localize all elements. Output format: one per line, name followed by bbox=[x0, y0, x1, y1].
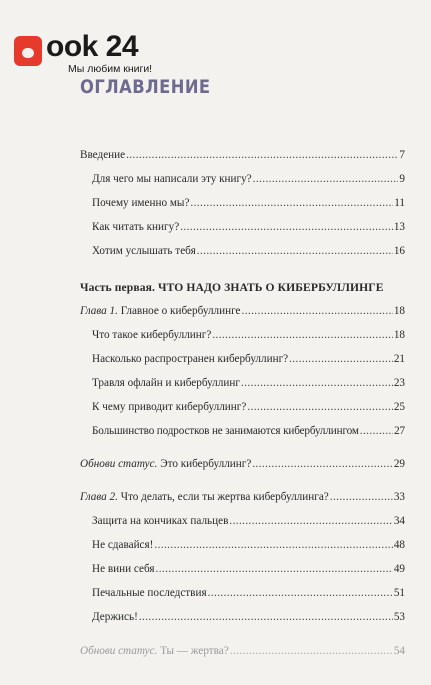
part-heading: Часть первая. ЧТО НАДО ЗНАТЬ О КИБЕРБУЛЛИНГЕ bbox=[80, 281, 384, 294]
toc-entry bbox=[80, 425, 405, 438]
chapter-title: Что делать, если ты жертва кибербуллинга? bbox=[117, 491, 329, 503]
toc-entry bbox=[80, 329, 405, 342]
toc-entry-title bbox=[80, 458, 251, 471]
leader-dots bbox=[212, 329, 392, 342]
toc-entry-title bbox=[80, 645, 229, 658]
toc-entry-page: 29 bbox=[393, 458, 405, 470]
toc-entry-title: Для чего мы написали эту книгу? bbox=[92, 173, 252, 185]
toc-entry-title: Большинство подростков не занимаются кибербуллингом bbox=[92, 425, 359, 437]
toc-entry bbox=[80, 587, 405, 600]
toc-entry bbox=[80, 401, 405, 414]
toc-entry-title: Защита на кончиках пальцев bbox=[92, 515, 229, 527]
toc-entry-page: 33 bbox=[393, 491, 405, 503]
toc-entry-chapter-1 bbox=[80, 305, 405, 318]
leader-dots bbox=[229, 515, 392, 528]
leader-dots bbox=[330, 491, 393, 504]
toc-entry bbox=[80, 377, 405, 390]
toc-entry-title: Травля офлайн и кибербуллинг bbox=[92, 377, 240, 389]
toc-entry bbox=[80, 611, 405, 624]
table-of-contents bbox=[80, 149, 405, 658]
toc-entry-page: 54 bbox=[393, 645, 405, 657]
toc-entry-title: Не вини себя bbox=[92, 563, 155, 575]
toc-entry-title bbox=[80, 305, 241, 318]
toc-entry-status-1 bbox=[80, 458, 405, 471]
toc-entry-title: Печальные последствия bbox=[92, 587, 207, 599]
toc-entry bbox=[80, 539, 405, 552]
toc-entry bbox=[80, 221, 405, 234]
status-label: Обнови статус. bbox=[80, 458, 158, 470]
toc-entry-title: Насколько распространен кибербуллинг? bbox=[92, 353, 289, 365]
toc-entry-page: 21 bbox=[393, 353, 405, 365]
toc-entry-page: 18 bbox=[393, 329, 405, 341]
toc-entry-page: 7 bbox=[399, 149, 405, 161]
toc-entry-title: Не сдавайся! bbox=[92, 539, 154, 551]
toc-entry bbox=[80, 197, 405, 210]
toc-entry-chapter-2 bbox=[80, 491, 405, 504]
toc-entry-page: 51 bbox=[393, 587, 405, 599]
leader-dots bbox=[253, 173, 399, 186]
leader-dots bbox=[156, 563, 393, 576]
toc-entry-page: 25 bbox=[393, 401, 405, 413]
logo-wordmark: ook 24 bbox=[46, 30, 139, 63]
toc-entry-page: 9 bbox=[399, 173, 405, 185]
toc-entry-title: Держись! bbox=[92, 611, 138, 623]
toc-entry-status-2 bbox=[80, 645, 405, 658]
toc-entry-page: 48 bbox=[393, 539, 405, 551]
leader-dots bbox=[242, 305, 393, 318]
leader-dots bbox=[289, 353, 393, 366]
toc-entry-page: 11 bbox=[394, 197, 405, 209]
toc-entry bbox=[80, 245, 405, 258]
chapter-label: Глава 2. bbox=[80, 491, 118, 503]
leader-dots bbox=[190, 197, 393, 210]
toc-entry bbox=[80, 173, 405, 186]
toc-entry-title bbox=[80, 491, 329, 504]
toc-entry-title: Введение bbox=[80, 149, 126, 161]
leader-dots bbox=[247, 401, 392, 414]
toc-entry-title: Хотим услышать тебя bbox=[92, 245, 196, 257]
toc-entry-page: 23 bbox=[393, 377, 405, 389]
leader-dots bbox=[360, 425, 393, 438]
toc-entry-page: 16 bbox=[393, 245, 405, 257]
toc-entry-title: Как читать книгу? bbox=[92, 221, 180, 233]
leader-dots bbox=[241, 377, 393, 390]
toc-entry bbox=[80, 563, 405, 576]
leader-dots bbox=[197, 245, 393, 258]
toc-title: ОГЛАВЛЕНИЕ bbox=[80, 76, 211, 98]
status-title: Ты — жертва? bbox=[157, 645, 229, 657]
leader-dots bbox=[252, 458, 393, 471]
leader-dots bbox=[154, 539, 392, 552]
toc-entry-intro bbox=[80, 149, 405, 162]
leader-dots bbox=[139, 611, 393, 624]
book24-logo bbox=[14, 30, 174, 80]
toc-entry-page: 18 bbox=[393, 305, 405, 317]
toc-entry-page: 53 bbox=[393, 611, 405, 623]
logo-slogan: Мы любим книги! bbox=[68, 63, 153, 75]
toc-entry-title: К чему приводит кибербуллинг? bbox=[92, 401, 247, 413]
toc-entry bbox=[80, 515, 405, 528]
toc-entry-title: Почему именно мы? bbox=[92, 197, 190, 209]
toc-entry-title: Что такое кибербуллинг? bbox=[92, 329, 212, 341]
toc-entry-page: 34 bbox=[393, 515, 405, 527]
leader-dots bbox=[230, 645, 393, 658]
toc-entry-page: 13 bbox=[393, 221, 405, 233]
chapter-title: Главное о кибербуллинге bbox=[117, 305, 241, 317]
leader-dots bbox=[208, 587, 393, 600]
status-title: Это кибербуллинг? bbox=[157, 458, 252, 470]
toc-entry bbox=[80, 353, 405, 366]
toc-entry-page: 49 bbox=[393, 563, 405, 575]
leader-dots bbox=[126, 149, 398, 162]
book24-logo-mark bbox=[14, 36, 42, 66]
toc-entry-page: 27 bbox=[394, 425, 405, 437]
chapter-label: Глава 1. bbox=[80, 305, 118, 317]
status-label: Обнови статус. bbox=[80, 645, 158, 657]
leader-dots bbox=[180, 221, 393, 234]
